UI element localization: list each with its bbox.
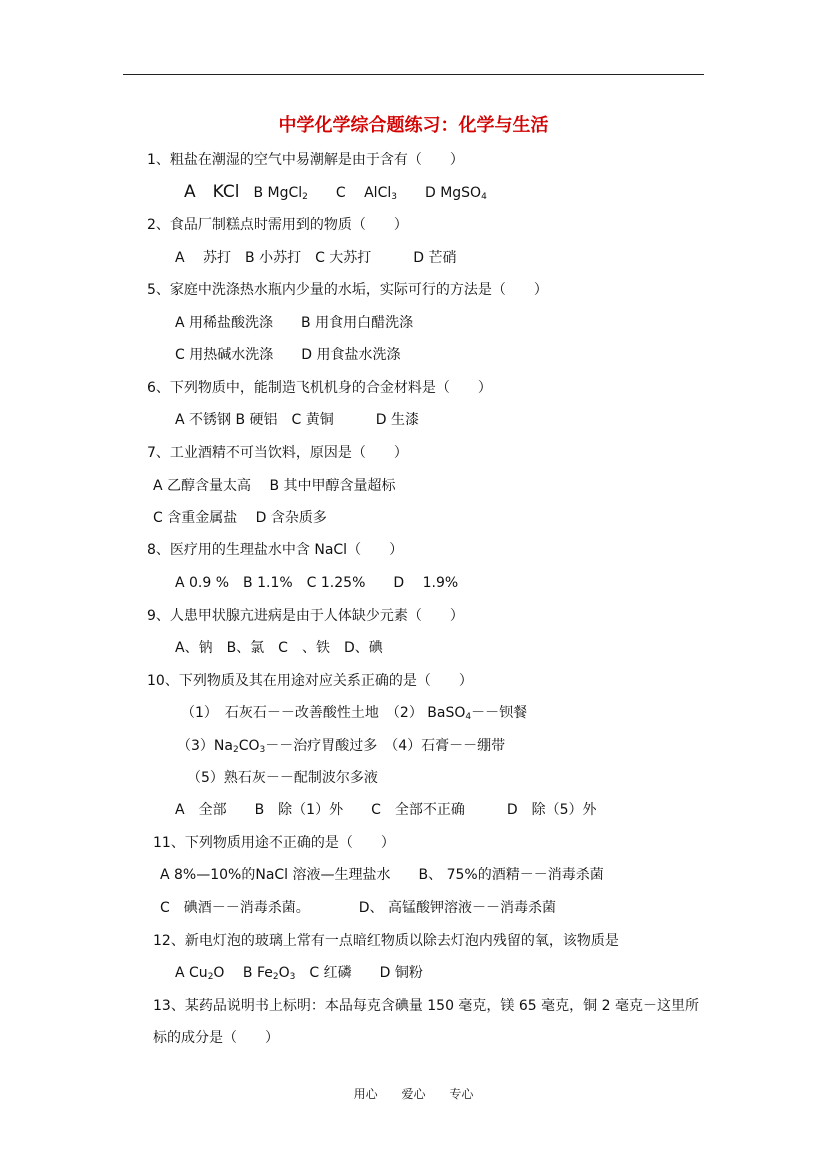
text-line: A 全部 B 除（1）外 C 全部不正确 D 除（5）外 — [175, 802, 597, 818]
text-line: 10、下列物质及其在用途对应关系正确的是（ ） — [147, 673, 473, 689]
text-line: C 含重金属盐 D 含杂质多 — [153, 510, 327, 526]
text-line: A 用稀盐酸洗涤 B 用食用白醋洗涤 — [175, 315, 414, 331]
text-line: A 0.9 % B 1.1% C 1.25% D 1.9% — [175, 575, 459, 591]
text-line: 1、粗盐在潮湿的空气中易潮解是由于含有（ ） — [147, 152, 464, 168]
footer-text: 爱心 — [401, 1087, 426, 1101]
text-line: （1） 石灰石－－改善酸性土地 （2） BaSO$_4$－－钡餐 — [181, 705, 528, 722]
text-line: 13、某药品说明书上标明：本品每克含碘量 150 毫克，镁 65 毫克，铜 2 毫克－这里所 — [153, 998, 699, 1014]
text-line: 7、工业酒精不可当饮料，原因是（ ） — [147, 445, 408, 461]
text-line: A 8%—10%的NaCl 溶液—生理盐水 B、 75%的酒精－－消毒杀菌 — [160, 867, 604, 883]
text-line: 6、下列物质中，能制造飞机机身的合金材料是（ ） — [147, 380, 492, 396]
text-line: 12、新电灯泡的玻璃上常有一点暗红物质以除去灯泡内残留的氧，该物质是 — [153, 933, 619, 949]
text-line: A、钠 B、氯 C 、铁 D、碘 — [175, 640, 383, 656]
text-line: A 不锈钢 B 硬铝 C 黄铜 D 生漆 — [175, 412, 419, 428]
footer — [0, 1085, 827, 1102]
text-line: （5）熟石灰－－配制波尔多液 — [187, 770, 378, 786]
text-line: A 乙醇含量太高 B 其中甲醇含量超标 — [153, 478, 396, 494]
text-line: A $Cu_2O$ B $Fe_2O_3$ C 红磷 D 铜粉 — [175, 965, 423, 982]
footer-text: 专心 — [449, 1087, 474, 1101]
text-line: $(3)Na_2CO_3--$治疗胃酸过多 （4）石膏－－绷带 — [177, 738, 506, 755]
text-line: A 苏打 B 小苏打 C 大苏打 D 芒硝 — [175, 250, 457, 266]
text-line: 8、医疗用的生理盐水中含 NaCl（ ） — [147, 542, 404, 558]
text-line: 标的成分是（ ） — [153, 1030, 279, 1046]
text-line: 2、食品厂制糕点时需用到的物质（ ） — [147, 217, 408, 233]
text-line: 5、家庭中洗涤热水瓶内少量的水垢，实际可行的方法是（ ） — [147, 282, 548, 298]
text-line: C 碘酒－－消毒杀菌。 D、 高锰酸钾溶液－－消毒杀菌 — [160, 900, 557, 916]
footer-text: 用心 — [353, 1087, 378, 1101]
header-rule — [123, 74, 704, 75]
text-line: 11、下列物质用途不正确的是（ ） — [153, 835, 395, 851]
text-line: C 用热碱水洗涤 D 用食盐水洗涤 — [175, 347, 401, 363]
text-line: 9、人患甲状腺亢进病是由于人体缺少元素（ ） — [147, 608, 464, 624]
text-line: A KCl B MgCl$_2$ C AlCl$_3$ D MgSO$_4$ — [184, 182, 487, 202]
page-title: 中学化学综合题练习：化学与生活 — [278, 115, 549, 136]
